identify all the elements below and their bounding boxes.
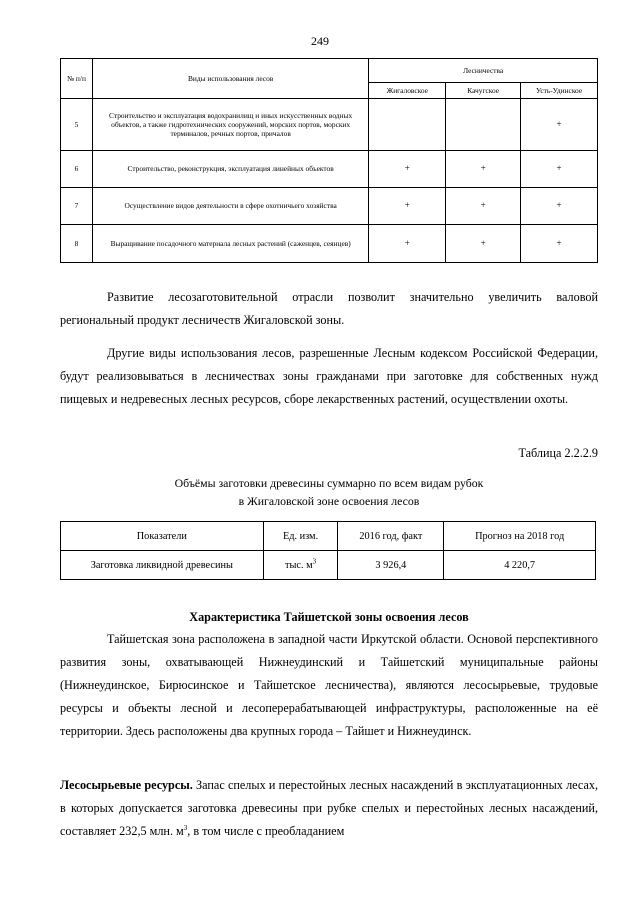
row-mark: +: [369, 188, 446, 225]
cell-fact: 3 926,4: [338, 551, 444, 580]
row-mark: +: [521, 188, 598, 225]
header-forestry-kachugskoe: Качугское: [446, 83, 521, 99]
table-title-line: Объёмы заготовки древесины суммарно по всем видам рубок: [174, 476, 484, 490]
header-use: Виды использования лесов: [92, 59, 368, 99]
row-mark: [446, 99, 521, 151]
row-mark: +: [369, 151, 446, 188]
header-unit: Ед. изм.: [263, 522, 338, 551]
header-fact-2016: 2016 год, факт: [338, 522, 444, 551]
row-num: 8: [61, 225, 93, 263]
row-text: Осуществление видов деятельности в сфере охотничьего хозяйства: [92, 188, 368, 225]
row-mark: +: [446, 151, 521, 188]
row-mark: +: [369, 225, 446, 263]
table-row: [61, 225, 598, 263]
paragraph-other-uses: Другие виды использования лесов, разрешенные Лесным кодексом Российской Федерации, будут реализовываться в лесничествах зоны гражданами при заготовке для собственных нужд пищевых и недревесных лесных ресурсов, сборе лекарственных растений, осуществлении охоты.: [60, 346, 598, 406]
cell-unit: [263, 551, 338, 580]
table-row: [61, 551, 596, 580]
header-forecast-2018: Прогноз на 2018 год: [444, 522, 596, 551]
row-text: Выращивание посадочного материала лесных растений (саженцев, сеянцев): [92, 225, 368, 263]
header-forestries: Лесничества: [369, 59, 598, 83]
row-text: Строительство и эксплуатация водохранилищ и иных искусственных водных объектов, а также гидротехнических сооружений, морских портов, морских терминалов, речных портов, причалов: [92, 99, 368, 151]
header-forestry-zhigalovskoe: Жигаловское: [369, 83, 446, 99]
row-mark: +: [521, 225, 598, 263]
paragraph-taishet-zone: Тайшетская зона расположена в западной части Иркутской области. Основой перспективного развития зоны, охватывающей Нижнеудинский и Тайшетский муниципальные районы (Нижнеудинское, Бирюсинское и Тайшетское лесничества), являются лесосырьевые, трудовые ресурсы и объекты лесной и лесоперерабатывающей инфраструктуры, расположенные на её территории. Здесь расположены два крупных города – Тайшет и Нижнеудинск.: [60, 632, 598, 738]
header-num: № п/п: [61, 59, 93, 99]
row-mark: +: [446, 225, 521, 263]
paragraph-body: Запас спелых и перестойных лесных насаждений в эксплуатационных лесах, в которых допускается заготовка древесины при рубке спелых и перестойных лесных насаждений, составляет 232,5 млн. м: [60, 778, 598, 838]
table-row: [61, 188, 598, 225]
page-number: 249: [311, 34, 329, 48]
paragraph-logging-development: Развитие лесозаготовительной отрасли позволит значительно увеличить валовой региональный продукт лесничеств Жигаловской зоны.: [60, 290, 598, 327]
section-heading: Характеристика Тайшетской зоны освоения лесов: [189, 610, 469, 624]
cell-forecast: 4 220,7: [444, 551, 596, 580]
header-indicator: Показатели: [61, 522, 264, 551]
row-mark: +: [446, 188, 521, 225]
harvest-volume-table: [60, 521, 596, 580]
paragraph-lead: Лесосырьевые ресурсы.: [60, 778, 193, 792]
row-mark: +: [521, 151, 598, 188]
row-mark: [369, 99, 446, 151]
table-row: [61, 151, 598, 188]
unit-superscript: 3: [312, 557, 317, 566]
unit-text: тыс. м: [284, 559, 313, 571]
row-text: Строительство, реконструкция, эксплуатация линейных объектов: [92, 151, 368, 188]
volume-superscript: 3: [183, 823, 188, 832]
table-label: Таблица 2.2.2.9: [518, 446, 598, 460]
table-row: [61, 99, 598, 151]
row-num: 6: [61, 151, 93, 188]
row-num: 7: [61, 188, 93, 225]
table-title: [60, 474, 598, 510]
paragraph-tail: , в том числе с преобладанием: [187, 824, 345, 838]
header-forestry-ust-udinskoe: Усть-Удинское: [521, 83, 598, 99]
table-title-line: в Жигаловской зоне освоения лесов: [238, 494, 420, 508]
forest-use-table: [60, 58, 598, 263]
cell-indicator: Заготовка ликвидной древесины: [61, 551, 264, 580]
row-mark: +: [521, 99, 598, 151]
row-num: 5: [61, 99, 93, 151]
paragraph-forest-resources: [60, 774, 598, 843]
